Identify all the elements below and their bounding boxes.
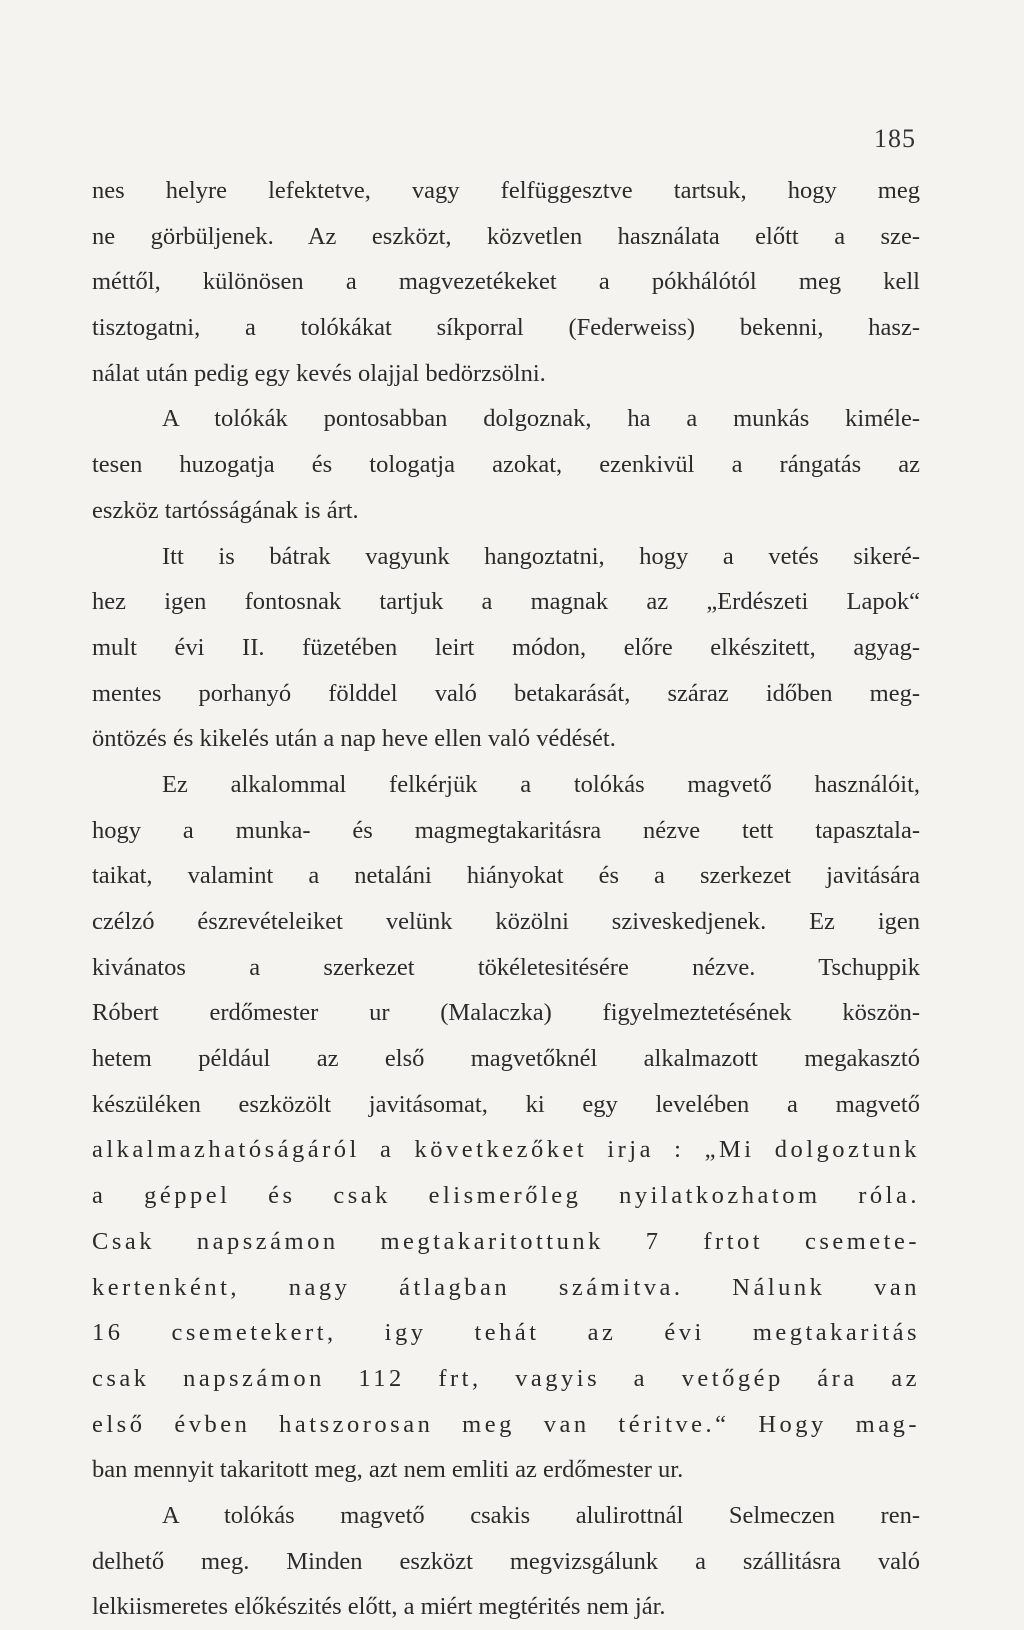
text-line: hetem például az első magvetőknél alkalmazott megakasztó bbox=[92, 1045, 920, 1073]
text-line: tesen huzogatja és tologatja azokat, ezenkivül a rángatás az bbox=[92, 451, 920, 479]
text-line: Róbert erdőmester ur (Malaczka) figyelmeztetésének köszön- bbox=[92, 999, 920, 1027]
text-line: tisztogatni, a tolókákat síkporral (Federweiss) bekenni, hasz- bbox=[92, 314, 920, 342]
text-line: alkalmazhatóságáról a következőket irja : „Mi dolgoztunk bbox=[92, 1136, 920, 1164]
text-line: delhető meg. Minden eszközt megvizsgálunk a szállitásra való bbox=[92, 1547, 920, 1575]
text-line: A tolókás magvető csakis alulirottnál Selmeczen ren- bbox=[162, 1501, 920, 1529]
text-line: mult évi II. füzetében leirt módon, előre elkészitett, agyag- bbox=[92, 633, 920, 661]
text-line: lelkiismeretes előkészités előtt, a miért megtérités nem jár. bbox=[92, 1593, 666, 1621]
text-line: czélzó észrevételeiket velünk közölni sziveskedjenek. Ez igen bbox=[92, 908, 920, 935]
text-line: 16 csemetekert, igy tehát az évi megtakaritás bbox=[92, 1319, 920, 1347]
text-line: kertenként, nagy átlagban számitva. Nálunk van bbox=[92, 1273, 920, 1301]
text-line: Itt is bátrak vagyunk hangoztatni, hogy a vetés sikeré- bbox=[162, 542, 920, 570]
text-line: méttől, különösen a magvezetékeket a pókhálótól meg kell bbox=[92, 268, 920, 296]
text-line: Csak napszámon megtakaritottunk 7 frtot csemete- bbox=[92, 1227, 920, 1255]
text-line: nálat után pedig egy kevés olajjal bedörzsölni. bbox=[92, 359, 546, 387]
text-line: mentes porhanyó földdel való betakarását, száraz időben meg- bbox=[92, 679, 920, 707]
text-line: készüléken eszközölt javitásomat, ki egy levelében a magvető bbox=[92, 1090, 920, 1118]
text-line: eszköz tartósságának is árt. bbox=[92, 496, 359, 524]
text-line: hogy a munka- és magmegtakaritásra nézve tett tapasztala- bbox=[92, 816, 920, 844]
text-line: nes helyre lefektetve, vagy felfüggesztve tartsuk, hogy meg bbox=[92, 177, 920, 204]
text-line: ban mennyit takaritott meg, azt nem emliti az erdőmester ur. bbox=[92, 1456, 684, 1484]
text-line: Ez alkalommal felkérjük a tolókás magvető használóit, bbox=[162, 770, 920, 798]
page-number: 185 bbox=[874, 124, 916, 153]
text-line: A tolókák pontosabban dolgoznak, ha a munkás kiméle- bbox=[162, 405, 920, 433]
text-line: taikat, valamint a netaláni hiányokat és a szerkezet javitására bbox=[92, 862, 920, 890]
text-line: csak napszámon 112 frt, vagyis a vetőgép ára az bbox=[92, 1364, 920, 1392]
text-line: öntözés és kikelés után a nap heve ellen való védését. bbox=[92, 725, 616, 753]
text-line: hez igen fontosnak tartjuk a magnak az „Erdészeti Lapok“ bbox=[92, 588, 920, 616]
text-line: kivánatos a szerkezet tökéletesitésére nézve. Tschuppik bbox=[92, 953, 920, 981]
text-line: ne görbüljenek. Az eszközt, közvetlen használata előtt a sze- bbox=[92, 222, 920, 250]
body-text bbox=[92, 168, 920, 1630]
text-line: a géppel és csak elismerőleg nyilatkozhatom róla. bbox=[92, 1182, 920, 1210]
text-line: első évben hatszorosan meg van téritve.“ Hogy mag- bbox=[92, 1410, 920, 1438]
